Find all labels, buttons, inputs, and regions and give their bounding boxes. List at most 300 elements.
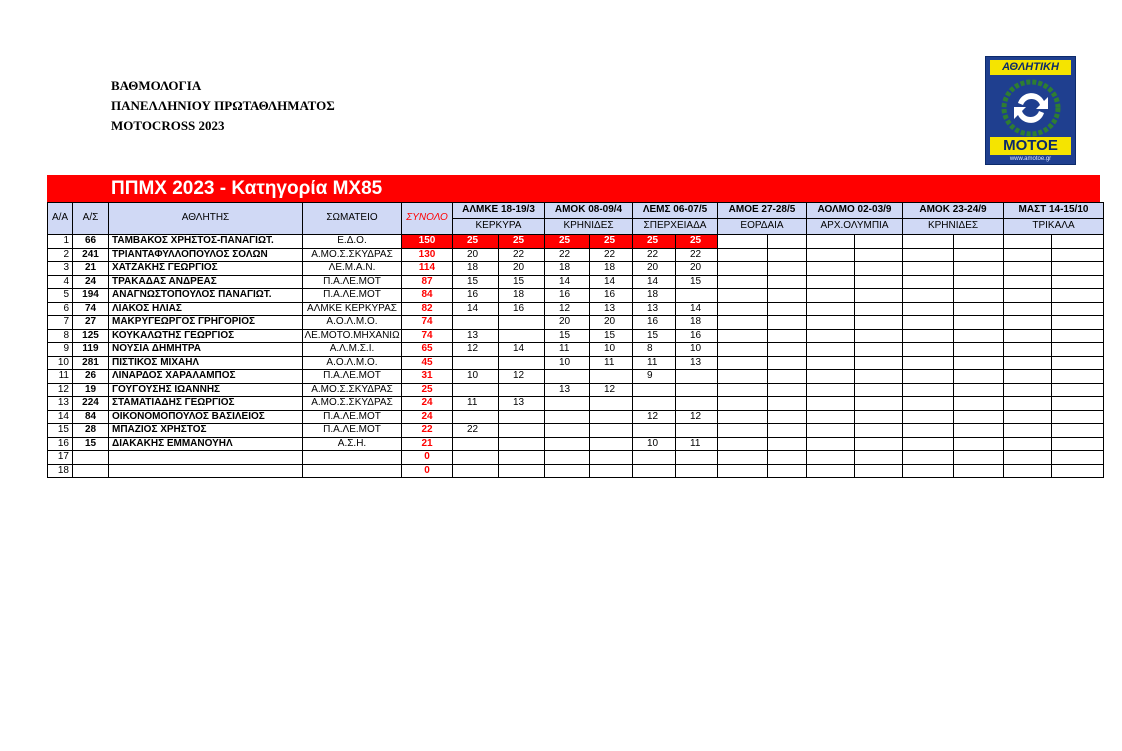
- heading-line-2: ΠΑΝΕΛΛΗΝΙΟΥ ΠΡΩΤΑΘΛΗΜΑΤΟΣ: [111, 98, 335, 113]
- race-points-cell: 22: [499, 248, 545, 262]
- race-points-cell: [768, 275, 807, 289]
- race-points-cell: 18: [499, 289, 545, 303]
- rank-cell: 4: [48, 275, 73, 289]
- race-points-cell: 20: [453, 248, 499, 262]
- race-points-cell: [768, 248, 807, 262]
- race-points-cell: [855, 302, 903, 316]
- race-points-cell: 9: [633, 370, 676, 384]
- race-points-cell: [545, 451, 590, 465]
- race-points-cell: [768, 289, 807, 303]
- race-points-cell: [633, 464, 676, 478]
- club-cell: Π.Α.ΛΕ.ΜΟΤ: [303, 275, 402, 289]
- race-points-cell: [768, 343, 807, 357]
- rank-cell: 14: [48, 410, 73, 424]
- race-points-cell: [954, 235, 1004, 249]
- race-points-cell: 15: [633, 329, 676, 343]
- rank-cell: 9: [48, 343, 73, 357]
- race-points-cell: 11: [545, 343, 590, 357]
- bike-number-cell: 66: [73, 235, 109, 249]
- race-points-cell: [499, 410, 545, 424]
- race-points-cell: 25: [499, 235, 545, 249]
- total-points-cell: 130: [402, 248, 453, 262]
- race-points-cell: 22: [676, 248, 718, 262]
- race-points-cell: [855, 397, 903, 411]
- total-points-cell: 45: [402, 356, 453, 370]
- table-row: [48, 397, 1104, 411]
- race-points-cell: [545, 397, 590, 411]
- race-points-cell: [633, 383, 676, 397]
- race-points-cell: 12: [590, 383, 633, 397]
- club-cell: Π.Α.ΛΕ.ΜΟΤ: [303, 370, 402, 384]
- race-points-cell: [855, 275, 903, 289]
- race-points-cell: [855, 370, 903, 384]
- club-cell: [303, 451, 402, 465]
- race-points-cell: 20: [545, 316, 590, 330]
- race-points-cell: 25: [676, 235, 718, 249]
- race-points-cell: [545, 370, 590, 384]
- rank-cell: 1: [48, 235, 73, 249]
- race-points-cell: [807, 316, 855, 330]
- race-points-cell: 14: [499, 343, 545, 357]
- race-points-cell: [1052, 262, 1104, 276]
- rank-cell: 3: [48, 262, 73, 276]
- event-venue: ΤΡΙΚΑΛΑ: [1004, 219, 1104, 235]
- race-points-cell: [768, 316, 807, 330]
- rider-name-cell: ΜΠΑΖΙΟΣ ΧΡΗΣΤΟΣ: [109, 424, 303, 438]
- race-points-cell: [499, 383, 545, 397]
- race-points-cell: [903, 343, 954, 357]
- race-points-cell: [1052, 356, 1104, 370]
- race-points-cell: [903, 262, 954, 276]
- rider-name-cell: ΠΙΣΤΙΚΟΣ ΜΙΧΑΗΛ: [109, 356, 303, 370]
- race-points-cell: [499, 316, 545, 330]
- logo-url-text: www.amotoe.gr: [1009, 156, 1052, 162]
- club-cell: Π.Α.ΛΕ.ΜΟΤ: [303, 289, 402, 303]
- event-header: ΑΟΛΜΟ 02-03/9: [807, 203, 903, 219]
- race-points-cell: [768, 410, 807, 424]
- event-header: ΑΜΟΚ 23-24/9: [903, 203, 1004, 219]
- club-cell: Π.Α.ΛΕ.ΜΟΤ: [303, 410, 402, 424]
- rider-name-cell: [109, 451, 303, 465]
- total-points-cell: 65: [402, 343, 453, 357]
- race-points-cell: [1004, 235, 1052, 249]
- race-points-cell: [453, 316, 499, 330]
- bike-number-cell: 28: [73, 424, 109, 438]
- table-row: [48, 464, 1104, 478]
- race-points-cell: [807, 383, 855, 397]
- race-points-cell: 16: [633, 316, 676, 330]
- race-points-cell: [718, 424, 768, 438]
- bike-number-cell: 281: [73, 356, 109, 370]
- rank-cell: 7: [48, 316, 73, 330]
- race-points-cell: [768, 370, 807, 384]
- race-points-cell: [718, 451, 768, 465]
- race-points-cell: [903, 451, 954, 465]
- race-points-cell: [903, 370, 954, 384]
- race-points-cell: 20: [633, 262, 676, 276]
- race-points-cell: [718, 289, 768, 303]
- race-points-cell: 15: [676, 275, 718, 289]
- race-points-cell: [453, 464, 499, 478]
- race-points-cell: [590, 370, 633, 384]
- club-cell: Π.Α.ΛΕ.ΜΟΤ: [303, 424, 402, 438]
- race-points-cell: 12: [545, 302, 590, 316]
- race-points-cell: 25: [453, 235, 499, 249]
- rider-name-cell: ΣΤΑΜΑΤΙΑΔΗΣ ΓΕΩΡΓΙΟΣ: [109, 397, 303, 411]
- event-venue: ΚΡΗΝΙΔΕΣ: [903, 219, 1004, 235]
- event-header: ΑΜΟΕ 27-28/5: [718, 203, 807, 219]
- race-points-cell: [633, 424, 676, 438]
- standings-table: [47, 202, 1104, 478]
- bike-number-cell: 194: [73, 289, 109, 303]
- table-row: [48, 383, 1104, 397]
- race-points-cell: [1052, 235, 1104, 249]
- race-points-cell: 22: [453, 424, 499, 438]
- race-points-cell: 13: [633, 302, 676, 316]
- race-points-cell: 15: [545, 329, 590, 343]
- race-points-cell: [590, 437, 633, 451]
- race-points-cell: [768, 383, 807, 397]
- club-cell: Α.Σ.Η.: [303, 437, 402, 451]
- heading-line-1: ΒΑΘΜΟΛΟΓΙΑ: [111, 78, 202, 93]
- race-points-cell: 14: [545, 275, 590, 289]
- race-points-cell: [954, 356, 1004, 370]
- bike-number-cell: 74: [73, 302, 109, 316]
- club-cell: Α.ΜΟ.Σ.ΣΚΥΔΡΑΣ: [303, 383, 402, 397]
- col-header-total: ΣΥΝΟΛΟ: [402, 203, 453, 235]
- race-points-cell: [718, 410, 768, 424]
- race-points-cell: 8: [633, 343, 676, 357]
- race-points-cell: [807, 343, 855, 357]
- race-points-cell: [718, 343, 768, 357]
- race-points-cell: [1004, 289, 1052, 303]
- table-row: [48, 370, 1104, 384]
- race-points-cell: [676, 370, 718, 384]
- race-points-cell: [807, 451, 855, 465]
- race-points-cell: [499, 424, 545, 438]
- table-row: [48, 329, 1104, 343]
- race-points-cell: [545, 410, 590, 424]
- race-points-cell: 15: [453, 275, 499, 289]
- race-points-cell: 12: [676, 410, 718, 424]
- club-cell: Α.Ο.Λ.Μ.Ο.: [303, 316, 402, 330]
- table-row: [48, 289, 1104, 303]
- table-row: [48, 235, 1104, 249]
- race-points-cell: [807, 464, 855, 478]
- race-points-cell: [1052, 397, 1104, 411]
- race-points-cell: [718, 316, 768, 330]
- race-points-cell: [855, 437, 903, 451]
- race-points-cell: [807, 397, 855, 411]
- race-points-cell: [1052, 451, 1104, 465]
- race-points-cell: [807, 356, 855, 370]
- event-venue: ΑΡΧ.ΟΛΥΜΠΙΑ: [807, 219, 903, 235]
- race-points-cell: 13: [499, 397, 545, 411]
- event-venue: ΕΟΡΔΑΙΑ: [718, 219, 807, 235]
- race-points-cell: [807, 235, 855, 249]
- race-points-cell: [718, 370, 768, 384]
- race-points-cell: [718, 262, 768, 276]
- race-points-cell: 16: [453, 289, 499, 303]
- race-points-cell: 11: [453, 397, 499, 411]
- event-header: ΑΜΟΚ 08-09/4: [545, 203, 633, 219]
- total-points-cell: 87: [402, 275, 453, 289]
- race-points-cell: 20: [590, 316, 633, 330]
- race-points-cell: 25: [590, 235, 633, 249]
- race-points-cell: [954, 302, 1004, 316]
- race-points-cell: [954, 262, 1004, 276]
- club-cell: Α.ΜΟ.Σ.ΣΚΥΔΡΑΣ: [303, 397, 402, 411]
- race-points-cell: [718, 383, 768, 397]
- race-points-cell: 10: [590, 343, 633, 357]
- table-row: [48, 275, 1104, 289]
- race-points-cell: [590, 424, 633, 438]
- rank-cell: 12: [48, 383, 73, 397]
- race-points-cell: [855, 248, 903, 262]
- table-row: [48, 343, 1104, 357]
- bike-number-cell: [73, 451, 109, 465]
- race-points-cell: [1004, 262, 1052, 276]
- race-points-cell: [1052, 316, 1104, 330]
- race-points-cell: [807, 410, 855, 424]
- heading-line-3: MOTOCROSS 2023: [111, 118, 225, 133]
- race-points-cell: 15: [590, 329, 633, 343]
- race-points-cell: [954, 316, 1004, 330]
- race-points-cell: [855, 262, 903, 276]
- race-points-cell: [1004, 329, 1052, 343]
- total-points-cell: 25: [402, 383, 453, 397]
- race-points-cell: [807, 424, 855, 438]
- race-points-cell: [954, 464, 1004, 478]
- race-points-cell: [453, 383, 499, 397]
- col-header-number: Α/Σ: [73, 203, 109, 235]
- race-points-cell: [855, 464, 903, 478]
- rider-name-cell: ΧΑΤΖΑΚΗΣ ΓΕΩΡΓΙΟΣ: [109, 262, 303, 276]
- race-points-cell: [1004, 410, 1052, 424]
- race-points-cell: [499, 451, 545, 465]
- race-points-cell: [1052, 464, 1104, 478]
- club-cell: Α.ΜΟ.Σ.ΣΚΥΔΡΑΣ: [303, 248, 402, 262]
- bike-number-cell: 125: [73, 329, 109, 343]
- race-points-cell: [768, 329, 807, 343]
- race-points-cell: 14: [590, 275, 633, 289]
- race-points-cell: 11: [633, 356, 676, 370]
- race-points-cell: [903, 424, 954, 438]
- race-points-cell: [1004, 356, 1052, 370]
- race-points-cell: [718, 356, 768, 370]
- race-points-cell: 11: [676, 437, 718, 451]
- rank-cell: 2: [48, 248, 73, 262]
- club-cell: ΛΕ.Μ.Α.Ν.: [303, 262, 402, 276]
- race-points-cell: 13: [545, 383, 590, 397]
- race-points-cell: [633, 397, 676, 411]
- rider-name-cell: ΟΙΚΟΝΟΜΟΠΟΥΛΟΣ ΒΑΣΙΛΕΙΟΣ: [109, 410, 303, 424]
- race-points-cell: [453, 410, 499, 424]
- race-points-cell: 10: [633, 437, 676, 451]
- race-points-cell: [903, 383, 954, 397]
- table-row: [48, 262, 1104, 276]
- race-points-cell: [676, 397, 718, 411]
- race-points-cell: [453, 437, 499, 451]
- total-points-cell: 0: [402, 451, 453, 465]
- race-points-cell: [768, 356, 807, 370]
- table-row: [48, 248, 1104, 262]
- race-points-cell: [1052, 302, 1104, 316]
- race-points-cell: [855, 424, 903, 438]
- race-points-cell: [855, 343, 903, 357]
- race-points-cell: [954, 383, 1004, 397]
- col-header-rider: ΑΘΛΗΤΗΣ: [109, 203, 303, 235]
- table-row: [48, 316, 1104, 330]
- race-points-cell: [1004, 343, 1052, 357]
- race-points-cell: 14: [676, 302, 718, 316]
- race-points-cell: [676, 464, 718, 478]
- race-points-cell: [903, 410, 954, 424]
- table-row: [48, 410, 1104, 424]
- race-points-cell: [855, 329, 903, 343]
- total-points-cell: 31: [402, 370, 453, 384]
- race-points-cell: [1052, 437, 1104, 451]
- race-points-cell: [1052, 410, 1104, 424]
- rank-cell: 11: [48, 370, 73, 384]
- total-points-cell: 0: [402, 464, 453, 478]
- bike-number-cell: 15: [73, 437, 109, 451]
- total-points-cell: 114: [402, 262, 453, 276]
- federation-logo: [985, 56, 1076, 165]
- race-points-cell: [855, 356, 903, 370]
- total-points-cell: 74: [402, 329, 453, 343]
- race-points-cell: 13: [453, 329, 499, 343]
- rider-name-cell: ΜΑΚΡΥΓΕΩΡΓΟΣ ΓΡΗΓΟΡΙΟΣ: [109, 316, 303, 330]
- rider-name-cell: ΚΟΥΚΑΛΩΤΗΣ ΓΕΩΡΓΙΟΣ: [109, 329, 303, 343]
- race-points-cell: [954, 370, 1004, 384]
- race-points-cell: [807, 289, 855, 303]
- rider-name-cell: ΓΟΥΓΟΥΣΗΣ ΙΩΑΝΝΗΣ: [109, 383, 303, 397]
- race-points-cell: [768, 302, 807, 316]
- race-points-cell: [903, 437, 954, 451]
- race-points-cell: [1052, 383, 1104, 397]
- total-points-cell: 22: [402, 424, 453, 438]
- race-points-cell: [903, 397, 954, 411]
- race-points-cell: [718, 275, 768, 289]
- race-points-cell: [676, 383, 718, 397]
- race-points-cell: [903, 356, 954, 370]
- rank-cell: 5: [48, 289, 73, 303]
- bike-number-cell: [73, 464, 109, 478]
- total-points-cell: 150: [402, 235, 453, 249]
- race-points-cell: [590, 464, 633, 478]
- rank-cell: 13: [48, 397, 73, 411]
- race-points-cell: 22: [545, 248, 590, 262]
- bike-number-cell: 241: [73, 248, 109, 262]
- rider-name-cell: ΤΡΑΚΑΔΑΣ ΑΝΔΡΕΑΣ: [109, 275, 303, 289]
- race-points-cell: 11: [590, 356, 633, 370]
- race-points-cell: [855, 289, 903, 303]
- col-header-club: ΣΩΜΑΤΕΙΟ: [303, 203, 402, 235]
- race-points-cell: [1052, 275, 1104, 289]
- race-points-cell: 12: [499, 370, 545, 384]
- race-points-cell: [453, 356, 499, 370]
- race-points-cell: [807, 370, 855, 384]
- race-points-cell: 16: [499, 302, 545, 316]
- event-header: ΑΛΜΚΕ 18-19/3: [453, 203, 545, 219]
- race-points-cell: [903, 235, 954, 249]
- bike-number-cell: 21: [73, 262, 109, 276]
- race-points-cell: [768, 397, 807, 411]
- category-banner: [47, 175, 1100, 202]
- bike-number-cell: 19: [73, 383, 109, 397]
- event-venue: ΚΕΡΚΥΡΑ: [453, 219, 545, 235]
- race-points-cell: [954, 424, 1004, 438]
- rider-name-cell: ΛΙΝΑΡΔΟΣ ΧΑΡΑΛΑΜΠΟΣ: [109, 370, 303, 384]
- race-points-cell: [718, 329, 768, 343]
- race-points-cell: 12: [453, 343, 499, 357]
- rank-cell: 8: [48, 329, 73, 343]
- race-points-cell: [590, 410, 633, 424]
- race-points-cell: [718, 248, 768, 262]
- race-points-cell: [768, 424, 807, 438]
- rank-cell: 17: [48, 451, 73, 465]
- rider-name-cell: ΛΙΑΚΟΣ ΗΛΙΑΣ: [109, 302, 303, 316]
- race-points-cell: [1004, 451, 1052, 465]
- race-points-cell: [718, 302, 768, 316]
- race-points-cell: [1052, 289, 1104, 303]
- club-cell: Α.Λ.Μ.Σ.Ι.: [303, 343, 402, 357]
- race-points-cell: [676, 289, 718, 303]
- race-points-cell: [676, 451, 718, 465]
- bike-number-cell: 224: [73, 397, 109, 411]
- event-header: ΜΑΣΤ 14-15/10: [1004, 203, 1104, 219]
- race-points-cell: [718, 437, 768, 451]
- race-points-cell: [807, 329, 855, 343]
- race-points-cell: [807, 248, 855, 262]
- race-points-cell: [1004, 464, 1052, 478]
- race-points-cell: 16: [545, 289, 590, 303]
- rider-name-cell: ΝΟΥΣΙΑ ΔΗΜΗΤΡΑ: [109, 343, 303, 357]
- rank-cell: 6: [48, 302, 73, 316]
- rank-cell: 10: [48, 356, 73, 370]
- race-points-cell: [954, 437, 1004, 451]
- rider-name-cell: ΔΙΑΚΑΚΗΣ ΕΜΜΑΝΟΥΗΛ: [109, 437, 303, 451]
- table-row: [48, 424, 1104, 438]
- race-points-cell: [903, 329, 954, 343]
- table-row: [48, 302, 1104, 316]
- race-points-cell: 13: [590, 302, 633, 316]
- rider-name-cell: ΑΝΑΓΝΩΣΤΟΠΟΥΛΟΣ ΠΑΝΑΓΙΩΤ.: [109, 289, 303, 303]
- race-points-cell: [903, 302, 954, 316]
- race-points-cell: [855, 383, 903, 397]
- race-points-cell: [768, 235, 807, 249]
- event-header: ΛΕΜΣ 06-07/5: [633, 203, 718, 219]
- race-points-cell: [855, 235, 903, 249]
- race-points-cell: [545, 464, 590, 478]
- race-points-cell: 10: [676, 343, 718, 357]
- race-points-cell: [807, 275, 855, 289]
- race-points-cell: [499, 464, 545, 478]
- bike-number-cell: 84: [73, 410, 109, 424]
- race-points-cell: [1004, 424, 1052, 438]
- race-points-cell: [1004, 316, 1052, 330]
- race-points-cell: 16: [676, 329, 718, 343]
- race-points-cell: 18: [633, 289, 676, 303]
- race-points-cell: [1004, 383, 1052, 397]
- race-points-cell: [718, 464, 768, 478]
- race-points-cell: [499, 356, 545, 370]
- club-cell: Ε.Δ.Ο.: [303, 235, 402, 249]
- race-points-cell: [903, 464, 954, 478]
- race-points-cell: 18: [545, 262, 590, 276]
- bike-number-cell: 119: [73, 343, 109, 357]
